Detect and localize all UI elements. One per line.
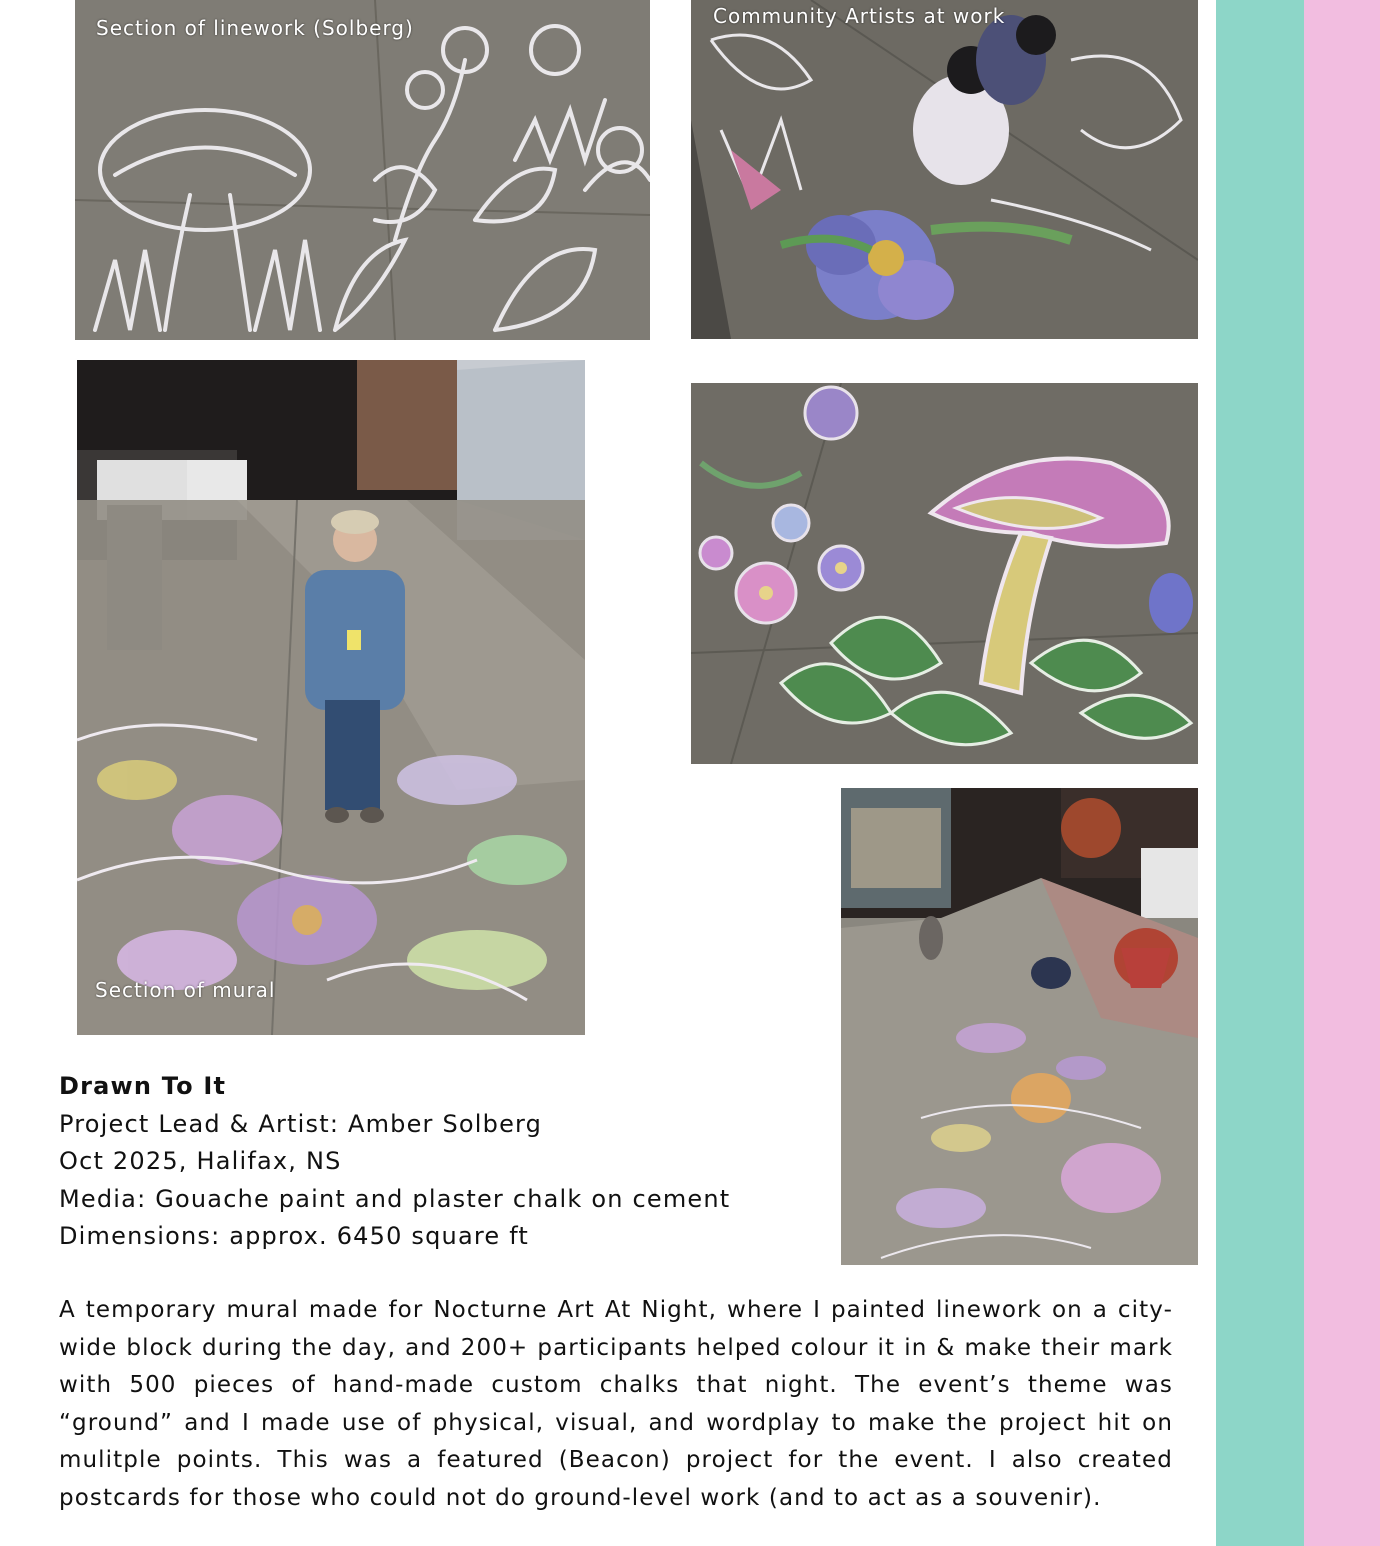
- mushroom-chalk-photo: [691, 383, 1198, 764]
- linework-caption: Section of linework (Solberg): [96, 16, 414, 40]
- community-artists-photo: [691, 0, 1198, 339]
- mural-caption: Section of mural: [95, 978, 276, 1002]
- project-date-location: Oct 2025, Halifax, NS: [59, 1147, 342, 1175]
- project-info: [59, 1068, 819, 1256]
- pink-stripe: [1304, 0, 1380, 1546]
- project-title: Drawn To It: [59, 1072, 227, 1100]
- project-media: Media: Gouache paint and plaster chalk on cement: [59, 1184, 731, 1213]
- linework-photo: [75, 0, 650, 340]
- project-description: A temporary mural made for Nocturne Art At Night, where I painted linework on a city-wide block during the day, and 200+ participants helped colour it in & make their mark with 500 pieces of hand-made custom chalks that night. The event’s theme was “ground” and I made use of physical, visual, and wordplay to make the project hit on mulitple points. This was a featured (Beacon) project for the event. I also created postcards for those who could not do ground-level work (and to act as a souvenir).: [59, 1297, 1173, 1511]
- mural-section-photo: [77, 360, 585, 1035]
- street-night-photo: [841, 788, 1198, 1265]
- community-caption: Community Artists at work: [713, 4, 1006, 28]
- project-dimensions: Dimensions: approx. 6450 square ft: [59, 1222, 530, 1250]
- teal-stripe: [1216, 0, 1304, 1546]
- project-lead: Project Lead & Artist: Amber Solberg: [59, 1109, 543, 1138]
